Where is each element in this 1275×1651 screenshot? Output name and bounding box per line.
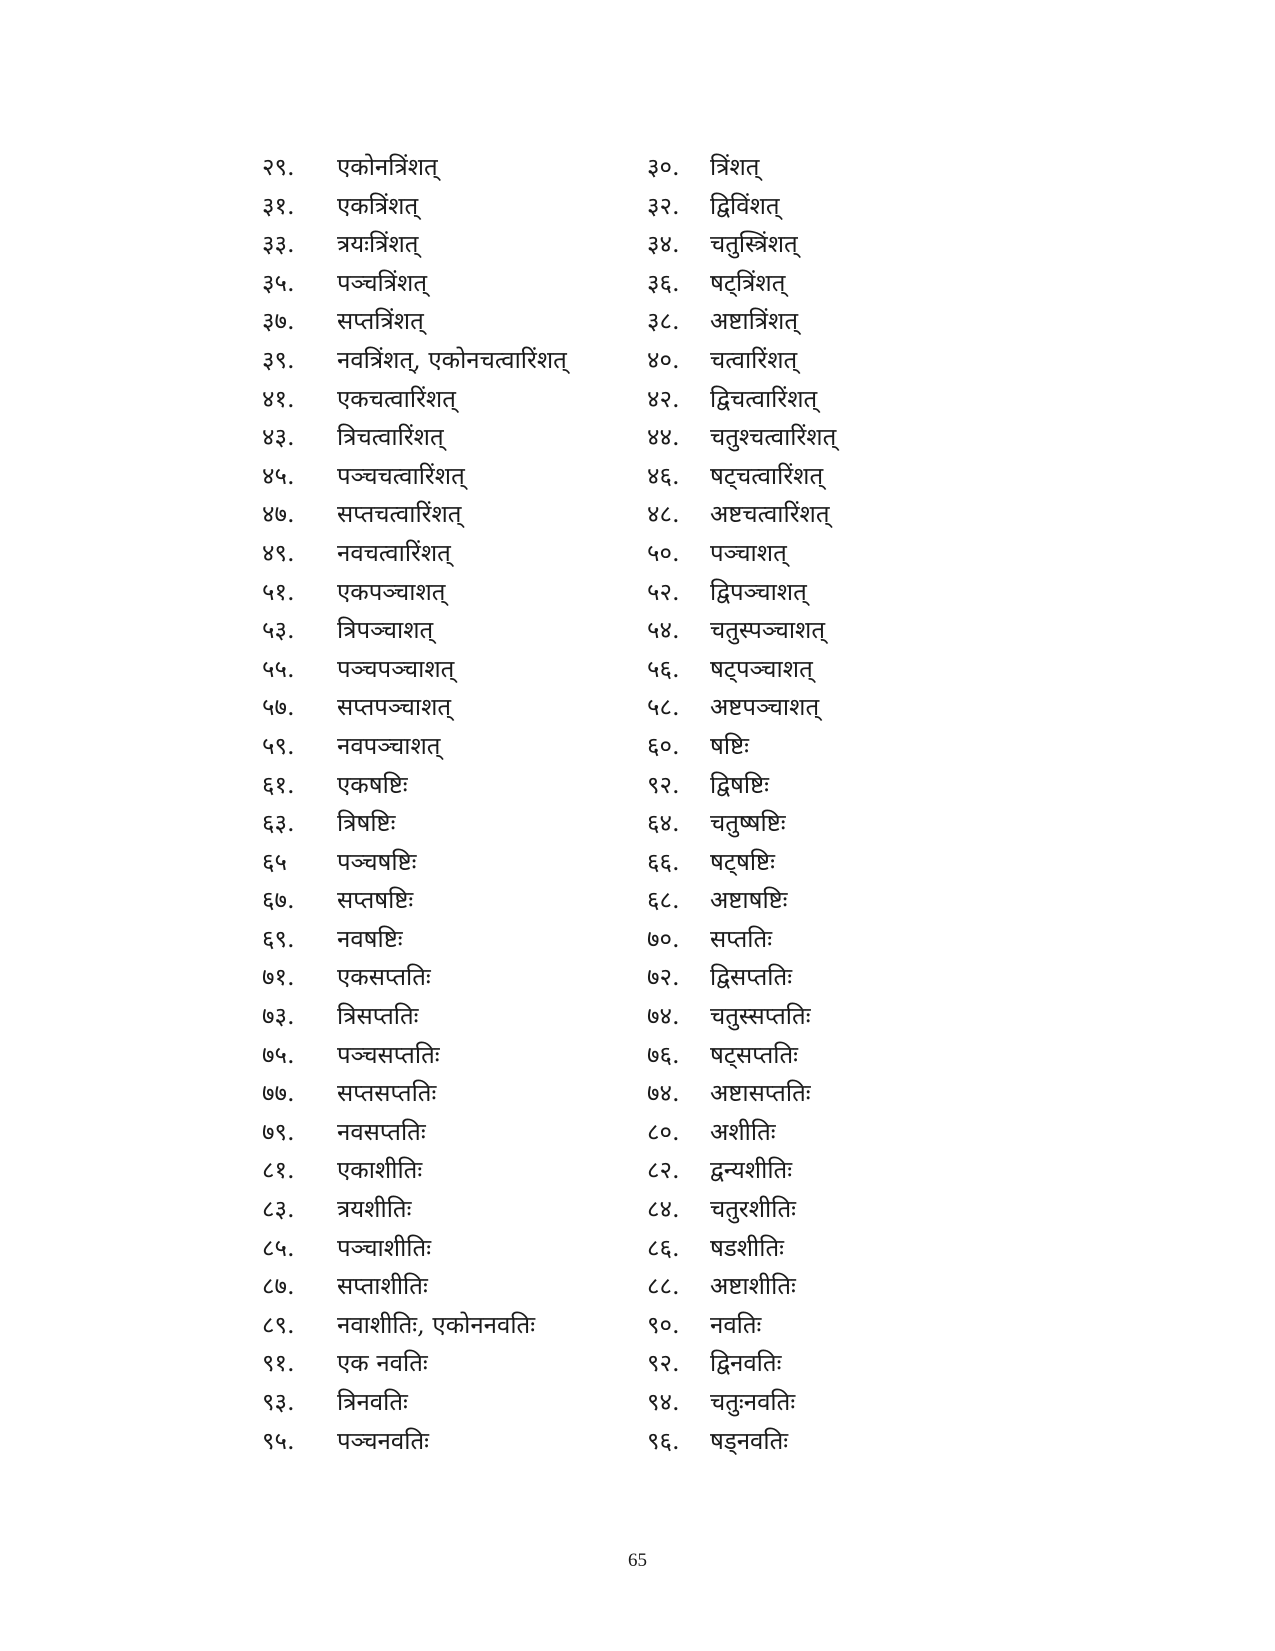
numeral-row — [262, 843, 962, 882]
left-numeral: ६५ — [262, 847, 287, 876]
right-numeral: ६०. — [647, 731, 680, 760]
numeral-row — [262, 1074, 962, 1113]
left-numeral: ९३. — [262, 1388, 295, 1416]
numeral-list — [262, 148, 962, 1460]
left-numeral: ५५. — [262, 654, 295, 683]
left-word: सप्ताशीतिः — [337, 1272, 428, 1301]
left-numeral: ५९. — [262, 731, 295, 760]
page-number: 65 — [628, 1550, 647, 1571]
right-word: षट्चत्वारिंशत् — [710, 461, 824, 490]
left-numeral: ८७. — [262, 1272, 295, 1301]
left-numeral: ४१. — [262, 384, 295, 413]
right-numeral: ८८. — [647, 1272, 680, 1301]
left-word: नवषष्टिः — [337, 924, 403, 953]
right-numeral: ५६. — [647, 654, 680, 683]
numeral-row — [262, 766, 962, 805]
left-word: त्रिपञ्चाशत् — [337, 616, 434, 645]
left-word: सप्तत्रिंशत् — [337, 307, 424, 336]
right-word: चतुरशीतिः — [710, 1195, 797, 1224]
right-word: षष्टिः — [710, 731, 749, 760]
left-numeral: ६१. — [262, 770, 295, 799]
right-word: चतुश्चत्वारिंशत् — [710, 423, 837, 452]
right-word: षट्सप्ततिः — [710, 1040, 799, 1069]
left-word: सप्तचत्वारिंशत् — [337, 500, 462, 529]
left-word: पञ्चसप्ततिः — [337, 1040, 440, 1069]
left-word: एकाशीतिः — [337, 1156, 423, 1185]
numeral-row — [262, 1383, 962, 1422]
right-word: चत्वारिंशत् — [710, 345, 798, 374]
right-numeral: ८२. — [647, 1156, 680, 1185]
left-word: नवसप्ततिः — [337, 1117, 426, 1146]
left-numeral: ६९. — [262, 924, 295, 953]
left-numeral: ७७. — [262, 1079, 295, 1108]
right-word: अष्टासप्ततिः — [710, 1079, 811, 1108]
numeral-row — [262, 148, 962, 187]
numeral-row — [262, 302, 962, 341]
right-word: सप्ततिः — [710, 924, 773, 953]
numeral-row — [262, 187, 962, 226]
right-word: द्विपञ्चाशत् — [710, 577, 807, 606]
numeral-row — [262, 611, 962, 650]
right-numeral: ५०. — [647, 538, 680, 567]
right-word: चतुस्सप्ततिः — [710, 1002, 811, 1031]
right-numeral: ९२. — [647, 770, 680, 799]
left-word: पञ्चाशीतिः — [337, 1233, 432, 1262]
right-numeral: ९४. — [647, 1388, 680, 1416]
left-numeral: २९. — [262, 153, 295, 181]
right-word: षडशीतिः — [710, 1233, 784, 1262]
numeral-row — [262, 1151, 962, 1190]
right-word: अष्टाषष्टिः — [710, 886, 788, 915]
left-word: पञ्चनवतिः — [337, 1426, 429, 1455]
numeral-row — [262, 1113, 962, 1152]
right-numeral: ३८. — [647, 307, 680, 336]
left-numeral: ३९. — [262, 345, 295, 374]
right-word: पञ्चाशत् — [710, 538, 787, 567]
left-numeral: ७५. — [262, 1040, 295, 1069]
left-word: सप्तपञ्चाशत् — [337, 693, 452, 722]
left-numeral: ४७. — [262, 500, 295, 529]
left-numeral: ८१. — [262, 1156, 295, 1185]
right-numeral: ६४. — [647, 809, 680, 838]
left-numeral: ५१. — [262, 577, 295, 606]
numeral-row — [262, 573, 962, 612]
numeral-row — [262, 650, 962, 689]
right-word: अष्टचत्वारिंशत् — [710, 500, 830, 529]
right-word: चतुःनवतिः — [710, 1388, 796, 1416]
left-word: पञ्चत्रिंशत् — [337, 268, 428, 297]
numeral-row — [262, 225, 962, 264]
left-word: पञ्चपञ्चाशत् — [337, 654, 455, 683]
left-word: सप्तषष्टिः — [337, 886, 414, 915]
numeral-row — [262, 457, 962, 496]
left-word: एकपञ्चाशत् — [337, 577, 446, 606]
right-numeral: ७६. — [647, 1040, 680, 1069]
left-numeral: ६७. — [262, 886, 295, 915]
right-word: द्विसप्ततिः — [710, 963, 793, 992]
right-numeral: ४०. — [647, 345, 680, 374]
left-numeral: ९५. — [262, 1426, 295, 1455]
numeral-row — [262, 1306, 962, 1345]
left-word: नवाशीतिः, एकोननवतिः — [337, 1310, 536, 1339]
numeral-row — [262, 1422, 962, 1461]
right-word: द्वन्यशीतिः — [710, 1156, 793, 1185]
numeral-row — [262, 688, 962, 727]
left-word: नवचत्वारिंशत् — [337, 538, 451, 567]
right-numeral: ४८. — [647, 500, 680, 529]
left-numeral: ५३. — [262, 616, 295, 645]
left-numeral: ३३. — [262, 230, 295, 259]
numeral-row — [262, 380, 962, 419]
numeral-row — [262, 1036, 962, 1075]
left-numeral: ६३. — [262, 809, 295, 838]
right-numeral: ४६. — [647, 461, 680, 490]
right-word: अशीतिः — [710, 1117, 776, 1146]
left-word: एकचत्वारिंशत् — [337, 384, 456, 413]
numeral-row — [262, 1344, 962, 1383]
left-numeral: ७३. — [262, 1002, 295, 1031]
numeral-row — [262, 881, 962, 920]
right-numeral: ८४. — [647, 1195, 680, 1224]
left-numeral: ४३. — [262, 423, 295, 452]
right-word: चतुस्त्रिंशत् — [710, 230, 798, 259]
left-numeral: ८५. — [262, 1233, 295, 1262]
numeral-row — [262, 997, 962, 1036]
right-numeral: ५४. — [647, 616, 680, 645]
right-word: द्विचत्वारिंशत् — [710, 384, 818, 413]
left-word: त्रिसप्ततिः — [337, 1002, 419, 1031]
right-numeral: ७४. — [647, 1079, 680, 1108]
left-word: त्रयःत्रिंशत् — [337, 230, 419, 259]
left-word: सप्तसप्ततिः — [337, 1079, 437, 1108]
left-word: त्रयशीतिः — [337, 1195, 412, 1224]
right-word: अष्टपञ्चाशत् — [710, 693, 820, 722]
right-numeral: ८६. — [647, 1233, 680, 1262]
left-word: एकषष्टिः — [337, 770, 408, 799]
left-numeral: ३७. — [262, 307, 295, 336]
numeral-row — [262, 958, 962, 997]
left-numeral: ३५. — [262, 268, 295, 297]
right-word: नवतिः — [710, 1310, 762, 1339]
right-numeral: ७४. — [647, 1002, 680, 1031]
left-word: एकोनत्रिंशत् — [337, 153, 438, 181]
numeral-row — [262, 341, 962, 380]
left-numeral: ४९. — [262, 538, 295, 567]
right-word: द्विनवतिः — [710, 1349, 782, 1378]
right-numeral: ९२. — [647, 1349, 680, 1378]
right-numeral: ३६. — [647, 268, 680, 297]
right-word: षड्नवतिः — [710, 1426, 789, 1455]
right-numeral: ५८. — [647, 693, 680, 722]
numeral-row — [262, 920, 962, 959]
left-numeral: ७९. — [262, 1117, 295, 1146]
left-numeral: ८९. — [262, 1310, 295, 1339]
left-numeral: ३१. — [262, 191, 295, 220]
left-word: नवपञ्चाशत् — [337, 731, 441, 760]
right-word: षट्षष्टिः — [710, 847, 775, 876]
left-word: एक नवतिः — [337, 1349, 428, 1378]
numeral-row — [262, 534, 962, 573]
right-numeral: ९०. — [647, 1310, 680, 1339]
right-numeral: ६८. — [647, 886, 680, 915]
left-numeral: ८३. — [262, 1195, 295, 1224]
left-numeral: ५७. — [262, 693, 295, 722]
left-word: त्रिनवतिः — [337, 1388, 408, 1416]
left-word: पञ्चषष्टिः — [337, 847, 417, 876]
left-word: त्रिचत्वारिंशत् — [337, 423, 444, 452]
right-word: अष्टाशीतिः — [710, 1272, 796, 1301]
right-word: अष्टात्रिंशत् — [710, 307, 799, 336]
right-numeral: ९६. — [647, 1426, 680, 1455]
right-numeral: ६६. — [647, 847, 680, 876]
left-word: नवत्रिंशत्, एकोनचत्वारिंशत् — [337, 345, 567, 374]
left-word: एकत्रिंशत् — [337, 191, 419, 220]
right-word: षट्त्रिंशत् — [710, 268, 786, 297]
numeral-row — [262, 1267, 962, 1306]
numeral-row — [262, 418, 962, 457]
right-word: षट्पञ्चाशत् — [710, 654, 813, 683]
numeral-row — [262, 495, 962, 534]
right-word: त्रिंशत् — [710, 153, 760, 181]
numeral-row — [262, 1229, 962, 1268]
right-numeral: ५२. — [647, 577, 680, 606]
numeral-row — [262, 727, 962, 766]
numeral-row — [262, 804, 962, 843]
right-numeral: ४४. — [647, 423, 680, 452]
left-numeral: ४५. — [262, 461, 295, 490]
right-numeral: ३२. — [647, 191, 680, 220]
right-numeral: ७२. — [647, 963, 680, 992]
left-numeral: ९१. — [262, 1349, 295, 1378]
left-numeral: ७१. — [262, 963, 295, 992]
right-numeral: ३४. — [647, 230, 680, 259]
right-word: द्विविंशत् — [710, 191, 780, 220]
right-word: चतुष्षष्टिः — [710, 809, 786, 838]
right-numeral: ४२. — [647, 384, 680, 413]
right-word: चतुस्पञ्चाशत् — [710, 616, 826, 645]
left-word: एकसप्ततिः — [337, 963, 431, 992]
left-word: त्रिषष्टिः — [337, 809, 396, 838]
right-numeral: ७०. — [647, 924, 680, 953]
numeral-row — [262, 264, 962, 303]
left-word: पञ्चचत्वारिंशत् — [337, 461, 465, 490]
numeral-row — [262, 1190, 962, 1229]
right-numeral: ८०. — [647, 1117, 680, 1146]
right-numeral: ३०. — [647, 153, 680, 181]
right-word: द्विषष्टिः — [710, 770, 769, 799]
